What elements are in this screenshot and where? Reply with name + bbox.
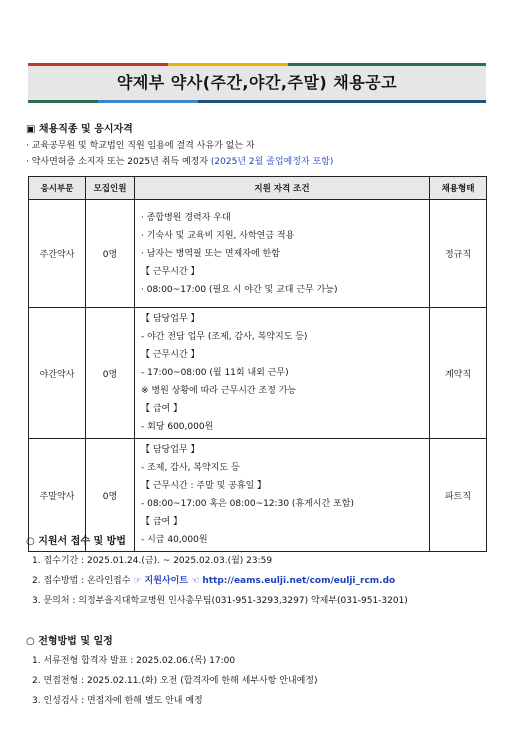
row-count: 0명 (86, 308, 135, 439)
row-count: 0명 (86, 439, 135, 552)
row-conditions: · 종합병원 경력자 우대 · 기숙사 및 교육비 지원, 사학연금 적용 · 남자는 병역필 또는 면제자에 한함 【 근무시간 】 · 08:00~17:00 (필요 시 야간 및 교대 근무 가능) (135, 200, 430, 308)
header-conditions: 지원 자격 조건 (135, 177, 430, 200)
application-item-1: 1. 접수기간 : 2025.01.24.(금). ~ 2025.02.03.(월) 23:59 (32, 556, 273, 566)
schedule-item-2: 2. 면접전형 : 2025.02.11.(화) 오전 (합격자에 한해 세부사항 안내예정) (32, 676, 318, 686)
row-dept: 야간약사 (29, 308, 86, 439)
application-item-2: 2. 접수방법 : 온라인접수 ☞ 지원사이트 ☜ http://eams.eulji.net/com/eulji_rcm.do (32, 576, 396, 586)
page-title: 약제부 약사(주간,야간,주말) 채용공고 (28, 66, 486, 100)
header-type: 채용형태 (430, 177, 487, 200)
graduate-note: (2025년 2월 졸업예정자 포함) (210, 157, 334, 167)
section-heading-qualifications: ▣ 채용직종 및 응시자격 (26, 124, 133, 135)
schedule-item-1: 1. 서류전형 합격자 발표 : 2025.02.06.(목) 17:00 (32, 656, 236, 666)
row-type: 계약직 (430, 308, 487, 439)
header-count: 모집인원 (86, 177, 135, 200)
row-conditions: 【 담당업무 】 - 조제, 감사, 복약지도 등 【 근무시간 : 주말 및 공휴일 】 - 08:00~17:00 혹은 08:00~12:30 (휴게시간 포함) 【 급여 】 - 시급 40,000원 (135, 439, 430, 552)
recruitment-table (28, 176, 487, 552)
section-heading-application: ○ 지원서 접수 및 방법 (26, 536, 126, 547)
table-row (29, 200, 487, 308)
row-count: 0명 (86, 200, 135, 308)
table-row (29, 308, 487, 439)
title-bottom-bar (28, 100, 486, 103)
qualification-line-2: · 약사면허증 소지자 또는 2025년 취득 예정자 (2025년 2월 졸업예정자 포함) (26, 157, 334, 167)
row-dept: 주간약사 (29, 200, 86, 308)
qualification-line-1: · 교육공무원 및 학교법인 직원 임용에 결격 사유가 없는 자 (26, 141, 255, 151)
application-site-link[interactable]: ☞ 지원사이트 ☜ http://eams.eulji.net/com/eulji_rcm.do (133, 576, 396, 586)
application-item-3: 3. 문의처 : 의정부을지대학교병원 인사총무팀(031-951-3293,3297) 약제부(031-951-3201) (32, 596, 408, 606)
row-dept: 주말약사 (29, 439, 86, 552)
row-conditions: 【 담당업무 】 - 야간 전담 업무 (조제, 감사, 복약지도 등) 【 근무시간 】 - 17:00~08:00 (월 11회 내외 근무) ※ 병원 상황에 따라 근무시간 조정 가능 【 급여 】 - 회당 600,000원 (135, 308, 430, 439)
table-header-row (29, 177, 487, 200)
header-dept: 응시부문 (29, 177, 86, 200)
row-type: 파트직 (430, 439, 487, 552)
section-heading-schedule: ○ 전형방법 및 일정 (26, 636, 113, 647)
row-type: 정규직 (430, 200, 487, 308)
schedule-item-3: 3. 인성검사 : 면접자에 한해 별도 안내 예정 (32, 696, 203, 706)
